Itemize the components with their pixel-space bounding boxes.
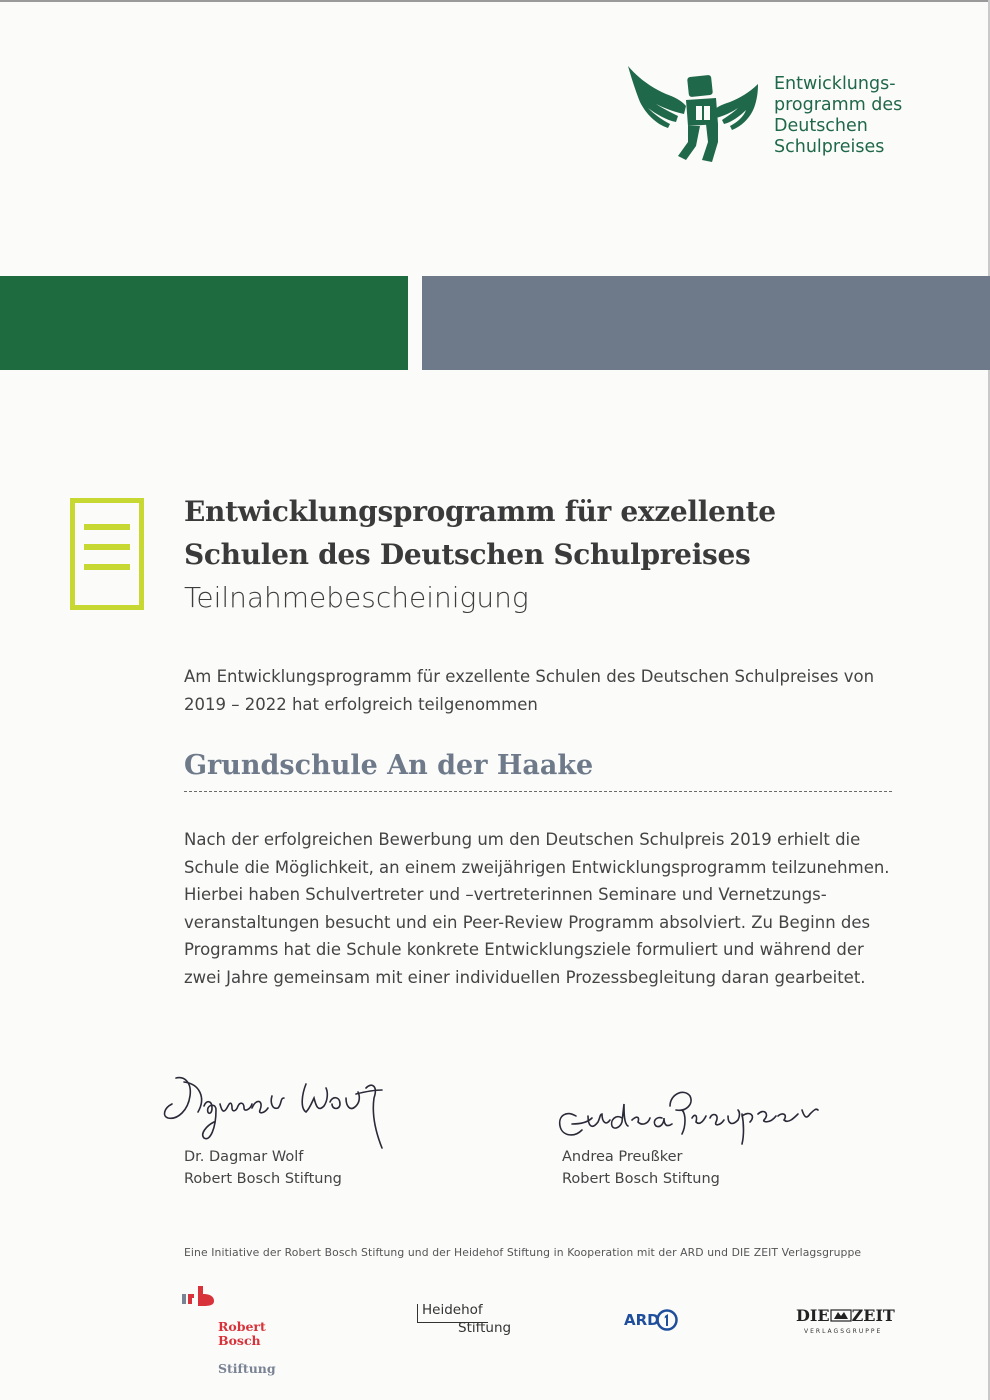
- zeit-right: ZEIT: [851, 1306, 895, 1325]
- slate-banner-bar: [422, 276, 990, 370]
- signer-1-org: Robert Bosch Stiftung: [184, 1171, 342, 1187]
- zeit-sub: VERLAGSGRUPPE: [804, 1328, 883, 1335]
- signer-2: [562, 1146, 720, 1190]
- program-logo: [626, 62, 926, 172]
- ard-text: ARD: [624, 1311, 660, 1329]
- rb-mark-icon: [182, 1286, 216, 1312]
- winged-figure-icon: [626, 62, 766, 167]
- rb-line1: Robert Bosch: [218, 1319, 266, 1348]
- program-logo-text: Entwicklungs- programm des Deutschen Schulpreises: [774, 74, 903, 157]
- heidehof-line1: Heidehof: [422, 1302, 483, 1318]
- heidehof-stiftung-logo: [417, 1302, 517, 1342]
- page-edge-top: [0, 0, 990, 2]
- document-icon: [70, 498, 144, 610]
- zeit-left: DIE: [796, 1306, 830, 1325]
- document-title: Entwicklungsprogramm für exzellente Schulen des Deutschen Schulpreises: [184, 495, 776, 571]
- signer-1: [184, 1146, 342, 1190]
- signer-2-org: Robert Bosch Stiftung: [562, 1171, 720, 1187]
- document-subtitle: Teilnahmebescheinigung: [184, 581, 529, 614]
- school-name: Grundschule An der Haake: [184, 750, 594, 781]
- signer-1-name: Dr. Dagmar Wolf: [184, 1149, 304, 1165]
- green-banner-bar: [0, 276, 408, 370]
- intro-paragraph: Am Entwicklungsprogramm für exzellente Schulen des Deutschen Schulpreises von 2019 – 2022 hat erfolgreich teilgenommen: [184, 667, 875, 714]
- body-paragraph: Nach der erfolgreichen Bewerbung um den Deutschen Schulpreis 2019 erhielt die Schule die Möglichkeit, an einem zweijährigen Entwicklungsprogramm teilzunehmen. Hierbei haben Schulvertreter und –vertreterinnen Seminare und Vernetzungs- veranstaltungen besucht und ein Peer-Review Programm absolviert. Zu Beginn des Programms hat die Schule konkrete Entwicklungsziele formuliert und während der zwei Jahre gemeinsam mit einer individuellen Prozessbegleitung daran gearbeitet.: [184, 830, 890, 987]
- school-name-underline: [184, 791, 892, 792]
- zeit-crest-icon: [830, 1308, 852, 1322]
- signature-andrea-preusker: [552, 1080, 822, 1150]
- signer-2-name: Andrea Preußker: [562, 1149, 683, 1165]
- signature-dagmar-wolf: [160, 1068, 400, 1158]
- ard-one-icon: [656, 1309, 678, 1331]
- initiative-text: Eine Initiative der Robert Bosch Stiftung und der Heidehof Stiftung in Kooperation mit der ARD und DIE ZEIT Verlagsgruppe: [184, 1246, 862, 1259]
- rb-line2: Stiftung: [218, 1361, 276, 1376]
- heidehof-line2: Stiftung: [458, 1320, 512, 1336]
